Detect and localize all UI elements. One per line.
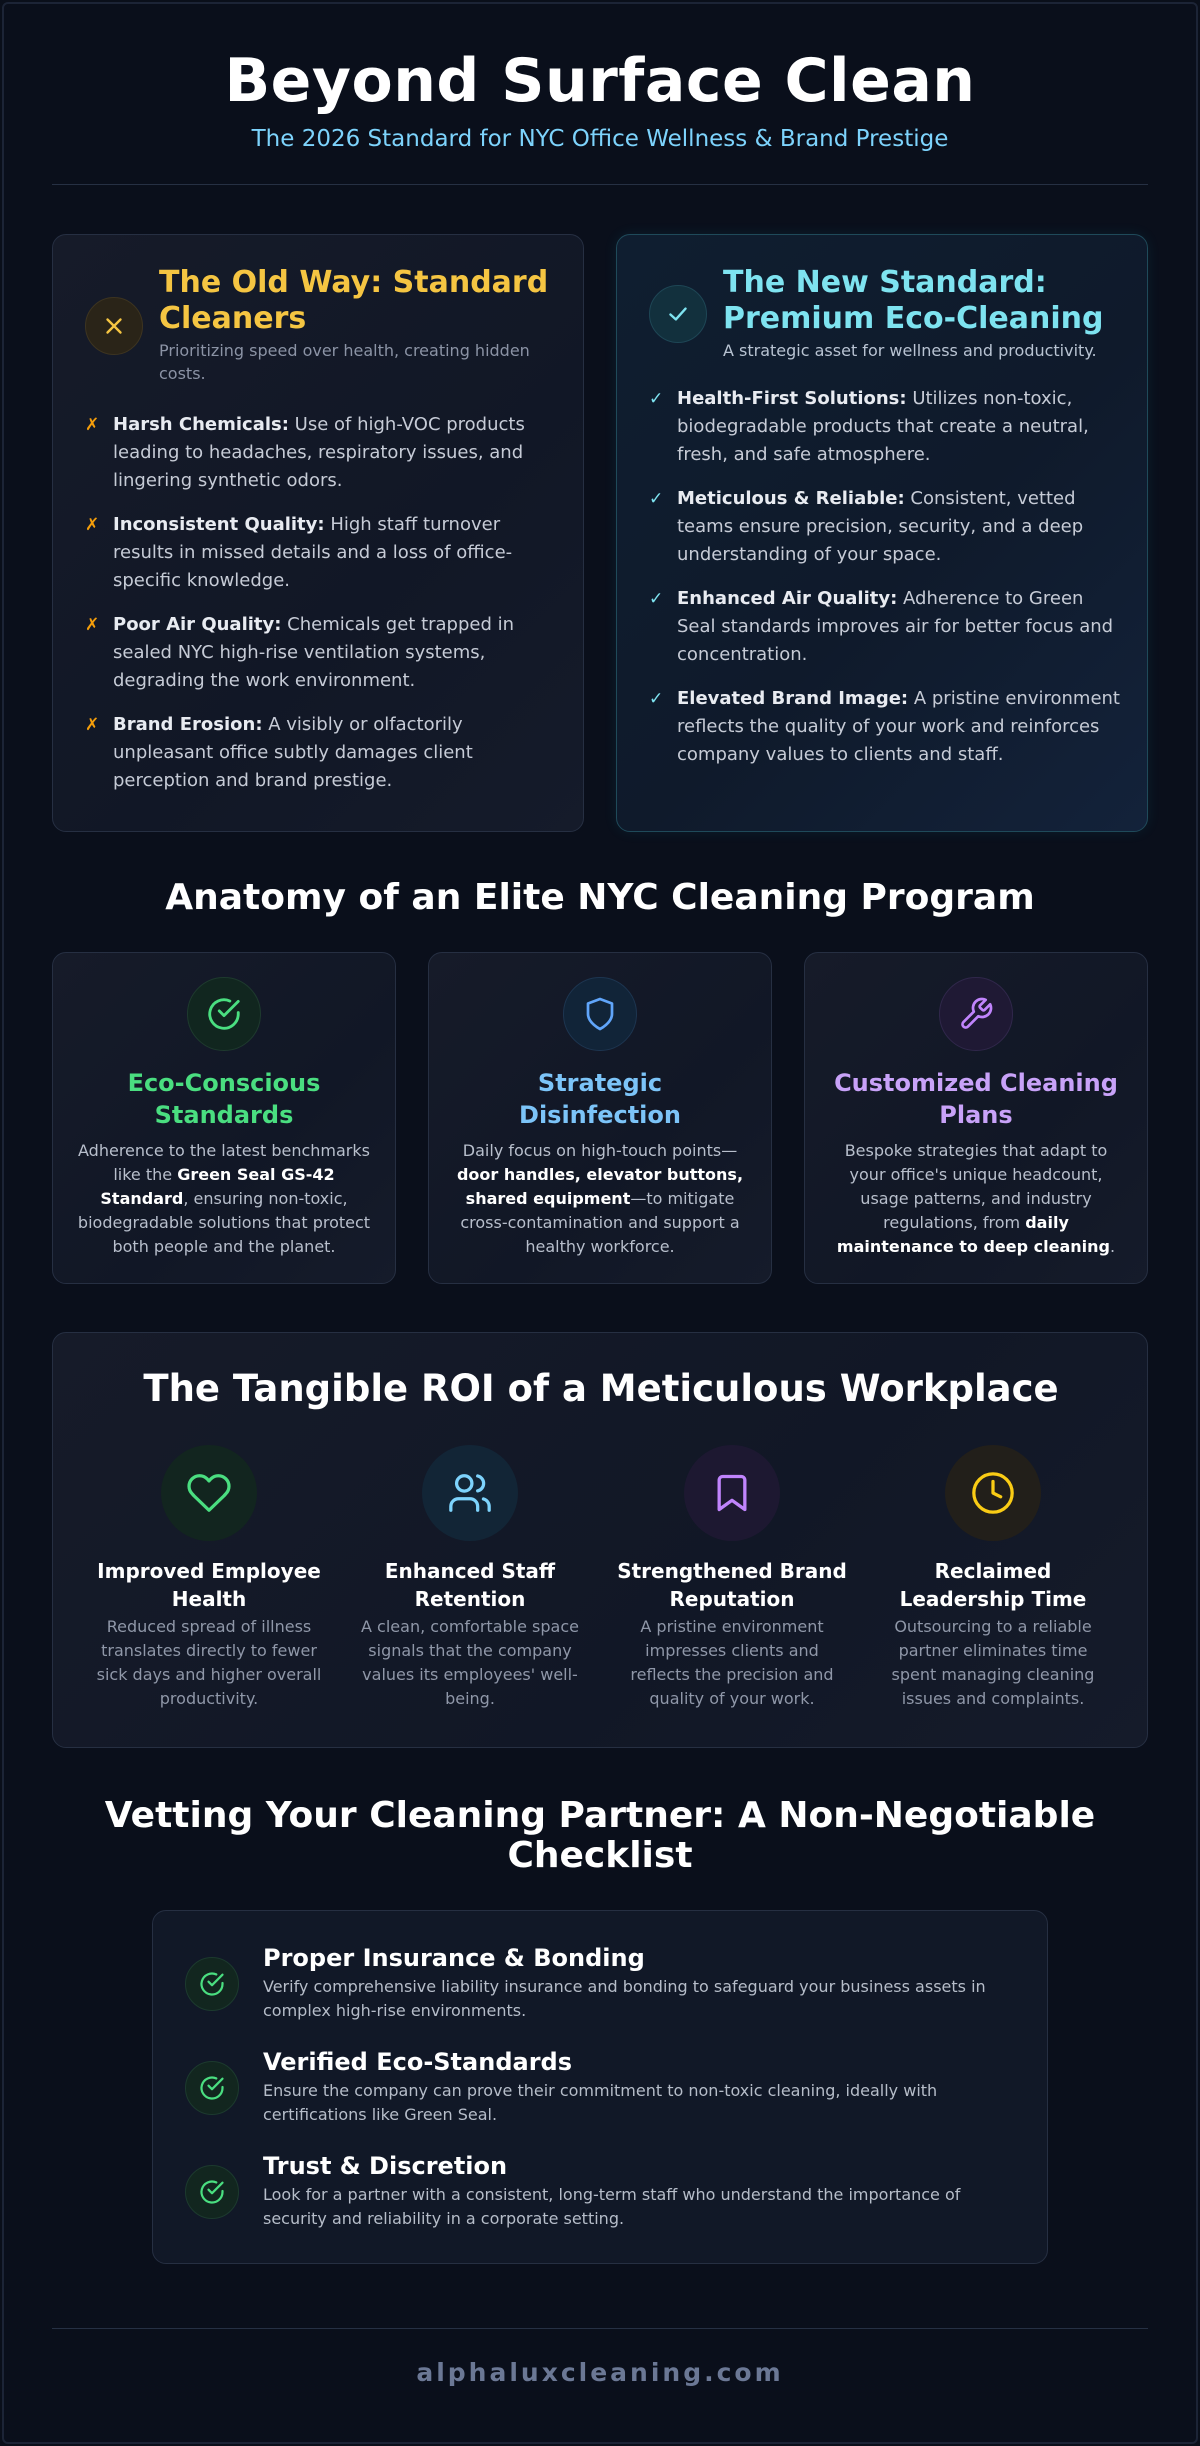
list-item: ✓ Elevated Brand Image: A pristine environment reflects the quality of your work and reinforces company values to clients and staff. <box>649 685 1123 769</box>
x-icon <box>85 297 143 355</box>
pillar-title: Customized Cleaning Plans <box>834 1069 1118 1129</box>
roi-item-title: Reclaimed Leadership Time <box>899 1559 1087 1611</box>
roi-item-text: A pristine environment impresses clients and reflects the precision and quality of your work. <box>630 1617 834 1708</box>
roi-item-text: Outsourcing to a reliable partner eliminates time spent managing cleaning issues and complaints. <box>891 1617 1095 1708</box>
roi-item-retention <box>351 1557 589 1711</box>
check-mark-icon: ✓ <box>649 389 664 409</box>
old-way-card <box>52 234 584 832</box>
roi-title: The Tangible ROI of a Meticulous Workplace <box>143 1367 1059 1410</box>
list-item: ✗ Inconsistent Quality: High staff turnover results in missed details and a loss of office-specific knowledge. <box>85 511 555 595</box>
check-mark-icon: ✓ <box>649 689 664 709</box>
new-standard-subtitle: A strategic asset for wellness and productivity. <box>723 341 1097 360</box>
pillar-strategic-disinfection <box>428 952 772 1284</box>
pillar-title: Eco-Conscious Standards <box>127 1069 321 1129</box>
x-mark-icon: ✗ <box>85 515 100 535</box>
pillar-customized-plans <box>804 952 1148 1284</box>
roi-item-text: Reduced spread of illness translates directly to fewer sick days and higher overall productivity. <box>96 1617 322 1708</box>
page-subtitle: The 2026 Standard for NYC Office Wellness & Brand Prestige <box>251 126 949 152</box>
list-item: ✗ Poor Air Quality: Chemicals get trapped in sealed NYC high-rise ventilation systems, degrading the work environment. <box>85 611 555 695</box>
checklist-item-title: Trust & Discretion <box>263 2152 508 2180</box>
clock-icon <box>945 1445 1041 1541</box>
old-way-subtitle: Prioritizing speed over health, creating hidden costs. <box>159 341 530 383</box>
list-item: ✓ Enhanced Air Quality: Adherence to Green Seal standards improves air for better focus and concentration. <box>649 585 1123 669</box>
pillar-description: Bespoke strategies that adapt to your office's unique headcount, usage patterns, and industry regulations, from daily maintenance to deep cleaning. <box>836 1141 1116 1256</box>
check-mark-icon: ✓ <box>649 589 664 609</box>
checklist-title: Vetting Your Cleaning Partner: A Non-Negotiable Checklist <box>104 1795 1096 1876</box>
list-item: ✓ Health-First Solutions: Utilizes non-toxic, biodegradable products that create a neutral, fresh, and safe atmosphere. <box>649 385 1123 469</box>
page-title: Beyond Surface Clean <box>224 46 976 116</box>
roi-item-text: A clean, comfortable space signals that the company values its employees' well-being. <box>361 1617 579 1708</box>
check-circle-icon <box>185 2061 239 2115</box>
pillar-eco-conscious <box>52 952 396 1284</box>
new-standard-title: The New Standard: Premium Eco-Cleaning <box>723 265 1104 336</box>
footer-divider <box>52 2328 1148 2329</box>
roi-item-reputation <box>613 1557 851 1711</box>
users-icon <box>422 1445 518 1541</box>
roi-item-title: Strengthened Brand Reputation <box>617 1559 847 1611</box>
checklist-item-text: Verify comprehensive liability insurance and bonding to safeguard your business assets in complex high-rise environments. <box>263 1977 986 2020</box>
check-icon <box>649 285 707 343</box>
checklist-panel <box>152 1910 1048 2264</box>
check-mark-icon: ✓ <box>649 489 664 509</box>
anatomy-title: Anatomy of an Elite NYC Cleaning Program <box>165 877 1035 918</box>
pillar-title: Strategic Disinfection <box>519 1069 681 1129</box>
new-standard-list <box>649 385 1123 785</box>
old-way-title: The Old Way: Standard Cleaners <box>159 265 549 336</box>
x-mark-icon: ✗ <box>85 715 100 735</box>
new-standard-card <box>616 234 1148 832</box>
roi-item-title: Enhanced Staff Retention <box>384 1559 556 1611</box>
check-circle-icon <box>185 1957 239 2011</box>
roi-item-health <box>90 1557 328 1711</box>
checklist-item-text: Ensure the company can prove their commitment to non-toxic cleaning, ideally with certifications like Green Seal. <box>263 2081 938 2124</box>
check-circle-icon <box>187 977 261 1051</box>
roi-panel <box>52 1332 1148 1748</box>
list-item: ✗ Brand Erosion: A visibly or olfactorily unpleasant office subtly damages client perception and brand prestige. <box>85 711 555 795</box>
checklist-item-title: Verified Eco-Standards <box>263 2048 572 2076</box>
pillar-description: Adherence to the latest benchmarks like the Green Seal GS-42 Standard, ensuring non-toxic, biodegradable solutions that protect both people and the planet. <box>77 1141 371 1256</box>
wrench-icon <box>939 977 1013 1051</box>
footer-site-link[interactable]: alphaluxcleaning.com <box>416 2358 784 2387</box>
checklist-item-title: Proper Insurance & Bonding <box>263 1944 645 1972</box>
pillar-description: Daily focus on high-touch points—door handles, elevator buttons, shared equipment—to mitigate cross-contamination and support a healthy workforce. <box>456 1141 744 1256</box>
roi-item-title: Improved Employee Health <box>97 1559 321 1611</box>
header-divider <box>52 184 1148 185</box>
header <box>0 40 1200 152</box>
x-mark-icon: ✗ <box>85 615 100 635</box>
shield-icon <box>563 977 637 1051</box>
bookmark-icon <box>684 1445 780 1541</box>
list-item: ✓ Meticulous & Reliable: Consistent, vetted teams ensure precision, security, and a deep understanding of your space. <box>649 485 1123 569</box>
checklist-item-text: Look for a partner with a consistent, long-term staff who understand the importance of security and reliability in a corporate setting. <box>263 2185 961 2228</box>
x-mark-icon: ✗ <box>85 415 100 435</box>
check-circle-icon <box>185 2165 239 2219</box>
old-way-list <box>85 411 555 811</box>
roi-item-leadership-time <box>874 1557 1112 1711</box>
list-item: ✗ Harsh Chemicals: Use of high-VOC products leading to headaches, respiratory issues, and lingering synthetic odors. <box>85 411 555 495</box>
heart-icon <box>161 1445 257 1541</box>
